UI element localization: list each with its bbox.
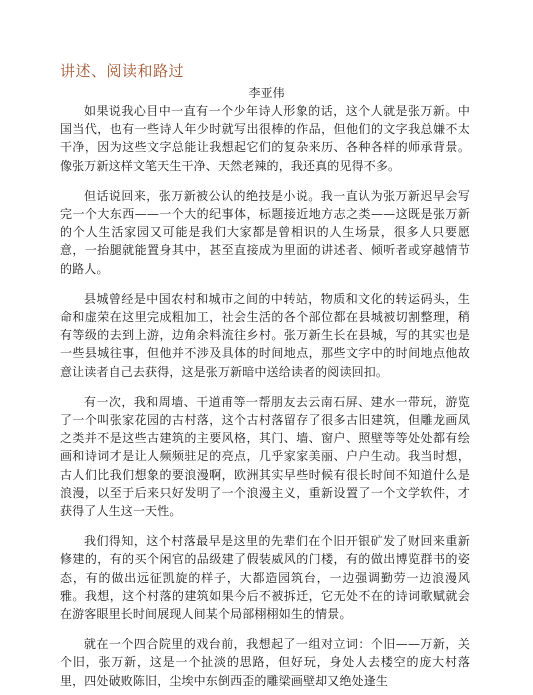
article-body <box>60 102 470 695</box>
paragraph: 县城曾经是中国农村和城市之间的中转站，物质和文化的转运码头，生命和虚荣在这里完成粗加工，社会生活的各个部位都在县城被切割整理，稍有等级的去到上游，边角余料流往乡村。张万新生长在县城，写的其实也是一些县城往事，但他并不涉及具体的时间地点，那些文字中的时间地点他故意让读者自己去获得，这是张万新暗中送给读者的阅读回扣。 <box>60 291 470 379</box>
article-author: 李亚伟 <box>248 86 285 100</box>
paragraph: 有一次，我和周墙、干道甫等一帮朋友去云南石屏、建水一带玩，游览了一个叫张家花园的古村落，这个古村落留存了很多古旧建筑，但雕龙画凤之类并不是这些古建筑的主要风格，其门、墙、窗户、照壁等等处处都有绘画和诗词才是让人频频驻足的亮点，几乎家家美丽、户户生动。我当时想，古人们比我们想象的要浪漫啊，欧洲其实早些时候有很长时间不知道什么是浪漫，以至于后来只好发明了一个浪漫主义，重新设置了一个文学软件，才获得了人生这一天性。 <box>60 394 470 519</box>
paragraph: 就在一个四合院里的戏台前，我想起了一组对立词：个旧——万新，关个旧，张万新，这是一个扯淡的思路，但好玩，身处人去楼空的庞大村落里，四处破败陈旧，尘埃中东倒西歪的雕梁画壁却又绝处逢生 <box>60 637 470 688</box>
article-title: 讲述、阅读和路过 <box>60 62 185 80</box>
paragraph: 但话说回来，张万新被公认的绝技是小说。我一直认为张万新迟早会写完一个大东西——一个大的纪事体，标题接近地方志之类——这既是张万新的个人生活家园又可能是我们大家都是曾相识的人生场景，很多人只要愿意，一抬腿就能置身其中，甚至直接成为里面的讲述者、倾听者或穿越情节的路人。 <box>60 188 470 276</box>
paragraph: 如果说我心目中一直有一个少年诗人形象的话，这个人就是张万新。中国当代，也有一些诗人年少时就写出很棒的作品，但他们的文字我总嫌不太干净，因为这些文字总能让我想起它们的复杂来历、各种各样的师承背景。像张万新这样文笔天生干净、天然老辣的，我还真的见得不多。 <box>60 104 470 173</box>
paragraph: 我们得知，这个村落最早是这里的先辈们在个旧开银矿发了财回来重新修建的，有的买个闲官的品级建了假装威风的门楼，有的做出博览群书的姿态，有的做出远征凯旋的样子，大都造园筑台，一边强调勤劳一边浪漫风雅。我想，这个村落的建筑如果今后不被拆迁，它无处不在的诗词歌赋就会在游客眼里长时间展现人间某个局部栩栩如生的情景。 <box>60 534 470 622</box>
